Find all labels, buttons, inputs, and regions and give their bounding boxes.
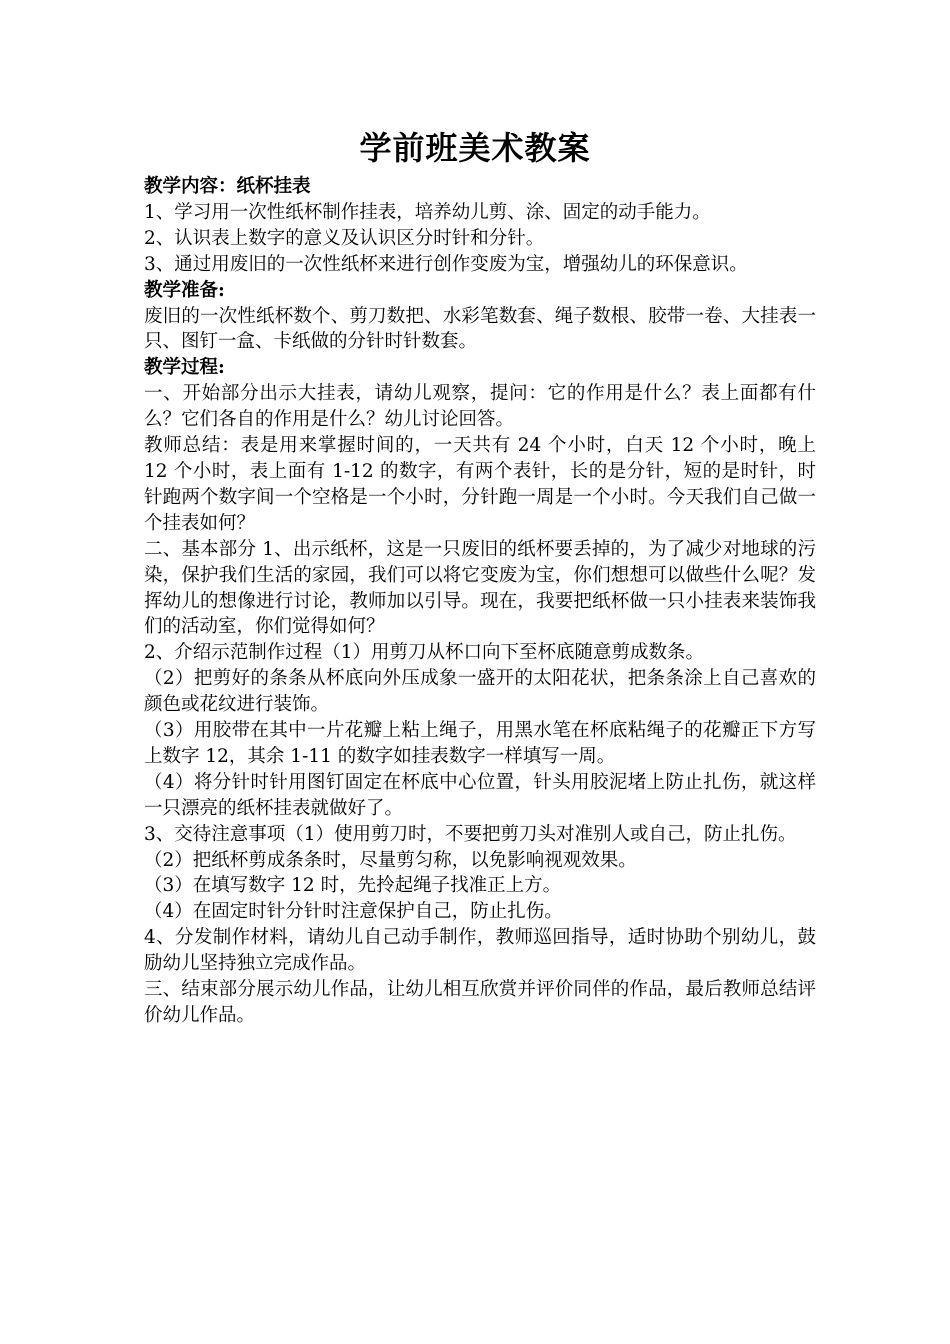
body-paragraph: 1、学习用一次性纸杯制作挂表，培养幼儿剪、涂、固定的动手能力。 <box>144 201 711 223</box>
body-paragraph: 2、认识表上数字的意义及认识区分时针和分针。 <box>144 227 545 249</box>
body-paragraph: 3、通过用废旧的一次性纸杯来进行创作变废为宝，增强幼儿的环保意识。 <box>144 253 748 275</box>
body-paragraph: 教师总结：表是用来掌握时间的，一天共有 24 个小时，白天 12 个小时，晚上 12 个小时，表上面有 1-12 的数字，有两个表针，长的是分针，短的是时针，时针跑两个数字间一个空格是一个小时，分针跑一周是一个小时。今天我们自己做一个挂表如何？ <box>144 435 816 534</box>
section-heading: 教学内容：纸杯挂表 <box>144 176 311 197</box>
document-body <box>144 174 816 1029</box>
body-paragraph: 3、交待注意事项（1）使用剪刀时，不要把剪刀头对准别人或自己，防止扎伤。 <box>144 823 797 845</box>
body-paragraph: （3）用胶带在其中一片花瓣上粘上绳子，用黑水笔在杯底粘绳子的花瓣正下方写上数字 12，其余 1-11 的数字如挂表数字一样填写一周。 <box>144 720 816 767</box>
body-paragraph: 二、基本部分 1、出示纸杯，这是一只废旧的纸杯要丢掉的，为了减少对地球的污染，保护我们生活的家园，我们可以将它变废为宝，你们想想可以做些什么呢？发挥幼儿的想像进行讨论，教师加以引导。现在，我要把纸杯做一只小挂表来装饰我们的活动室，你们觉得如何？ <box>144 538 816 638</box>
body-paragraph: 一、开始部分出示大挂表，请幼儿观察，提问：它的作用是什么？表上面都有什么？它们各自的作用是什么？幼儿讨论回答。 <box>144 383 816 431</box>
body-paragraph: 废旧的一次性纸杯数个、剪刀数把、水彩笔数套、绳子数根、胶带一卷、大挂表一只、图钉一盒、卡纸做的分针时针数套。 <box>144 305 816 353</box>
section-heading: 教学准备: <box>144 279 225 301</box>
document-title: 学前班美术教案 <box>359 129 591 167</box>
body-paragraph: （4）将分针时针用图钉固定在杯底中心位置，针头用胶泥堵上防止扎伤，就这样一只漂亮的纸杯挂表就做好了。 <box>144 771 816 819</box>
body-paragraph: （2）把纸杯剪成条条时，尽量剪匀称，以免影响视观效果。 <box>144 849 637 871</box>
section-heading: 教学过程: <box>144 357 225 379</box>
body-paragraph: （3）在填写数字 12 时，先拎起绳子找准正上方。 <box>144 875 562 897</box>
body-paragraph: 4、分发制作材料，请幼儿自己动手制作，教师巡回指导，适时协助个别幼儿，鼓励幼儿坚持独立完成作品。 <box>144 927 816 975</box>
body-paragraph: 三、结束部分展示幼儿作品，让幼儿相互欣赏并评价同伴的作品，最后教师总结评价幼儿作品。 <box>144 979 816 1026</box>
body-paragraph: （4）在固定时针分针时注意保护自己，防止扎伤。 <box>144 901 563 923</box>
body-paragraph: （2）把剪好的条条从杯底向外压成象一盛开的太阳花状，把条条涂上自己喜欢的颜色或花纹进行装饰。 <box>144 668 816 716</box>
body-paragraph: 2、介绍示范制作过程（1）用剪刀从杯口向下至杯底随意剪成数条。 <box>144 642 705 664</box>
